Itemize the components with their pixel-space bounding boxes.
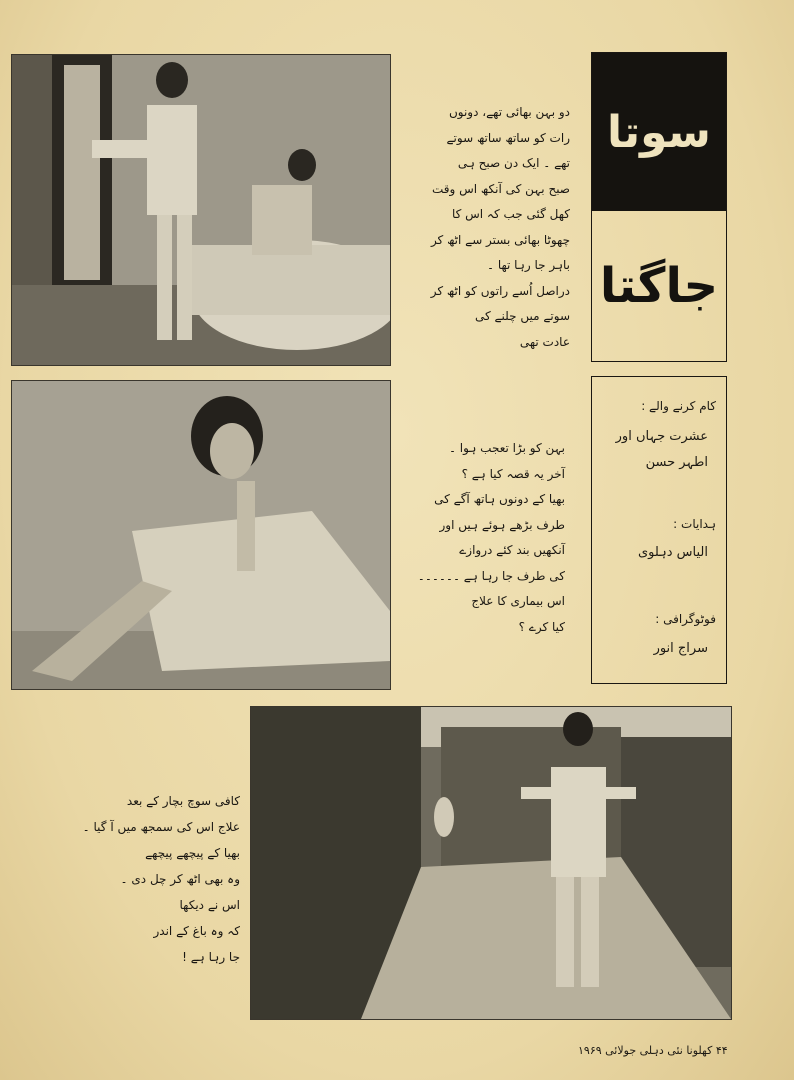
caption-line: آنکھیں بند کئے دروازے bbox=[459, 543, 565, 557]
photo-garden-path bbox=[250, 706, 732, 1020]
caption-line: وہ بھی اٹھ کر چل دی ۔ bbox=[120, 872, 240, 886]
caption-line: دراصل اُسے راتوں کو اٹھ کر bbox=[430, 283, 570, 298]
credits-photography-label: فوٹوگرافی : bbox=[655, 612, 716, 626]
credits-box bbox=[591, 376, 727, 684]
caption-line: اس بیماری کا علاج bbox=[471, 594, 565, 608]
credits-photography-name: سراج انور bbox=[653, 641, 708, 656]
caption-line: رات کو ساتھ ساتھ سوتے bbox=[446, 130, 570, 145]
caption-line: کہ وہ باغ کے اندر bbox=[153, 924, 240, 938]
caption-line: آخر یہ قصہ کیا ہے ؟ bbox=[461, 466, 565, 481]
caption-line: بھیا کے پیچھے پیچھے bbox=[145, 846, 240, 860]
caption-line: کیا کرے ؟ bbox=[518, 619, 565, 634]
title-word-awake: جاگتا bbox=[599, 258, 719, 314]
photo-surprised-sister bbox=[11, 380, 391, 690]
caption-second bbox=[405, 436, 565, 640]
photo-bedroom-sleepwalking bbox=[11, 54, 391, 366]
caption-line: کافی سوچ بچار کے بعد bbox=[126, 794, 240, 808]
credits-director-name: الیاس دہلوی bbox=[637, 545, 708, 560]
caption-line: دو بہن بھائی تھے، دونوں bbox=[448, 105, 570, 119]
credits-actors-label: کام کرنے والے : bbox=[641, 399, 716, 413]
title-word-sleeping: سوتا bbox=[592, 53, 726, 211]
caption-line: کی طرف جا رہا ہے ۔۔۔۔۔۔ bbox=[417, 568, 565, 583]
caption-first bbox=[400, 100, 570, 355]
caption-line: بہن کو بڑا تعجب ہوا ۔ bbox=[448, 441, 565, 455]
caption-line: کھل گئی جب کہ اس کا bbox=[451, 207, 570, 221]
caption-line: چھوٹا بھائی بستر سے اٹھ کر bbox=[430, 232, 570, 247]
caption-line: بھیا کے دونوں ہاتھ آگے کی bbox=[434, 492, 565, 506]
page-footer: ۴۴ کھلونا نئی دہلی جولائی ۱۹۶۹ bbox=[578, 1044, 728, 1057]
caption-third bbox=[70, 788, 240, 970]
caption-line: طرف بڑھے ہوئے ہیں اور bbox=[439, 517, 565, 532]
caption-line: تھے ۔ ایک دن صبح ہی bbox=[457, 156, 570, 170]
title-box bbox=[591, 52, 727, 362]
caption-line: جا رہا ہے ! bbox=[182, 950, 240, 964]
caption-line: عادت تھی bbox=[519, 334, 570, 349]
caption-line: علاج اس کی سمجھ میں آ گیا ۔ bbox=[82, 820, 240, 834]
credits-actors-name: اطہر حسن bbox=[645, 455, 708, 470]
credits-actors-name: عشرت جہاں اور bbox=[615, 429, 708, 444]
caption-line: اس نے دیکھا bbox=[179, 898, 240, 912]
caption-line: باہر جا رہا تھا ۔ bbox=[486, 258, 570, 272]
caption-line: صبح بہن کی آنکھ اس وقت bbox=[431, 181, 570, 196]
credits-director-label: ہدایات : bbox=[673, 517, 716, 531]
caption-line: سوتے میں چلنے کی bbox=[474, 309, 570, 323]
